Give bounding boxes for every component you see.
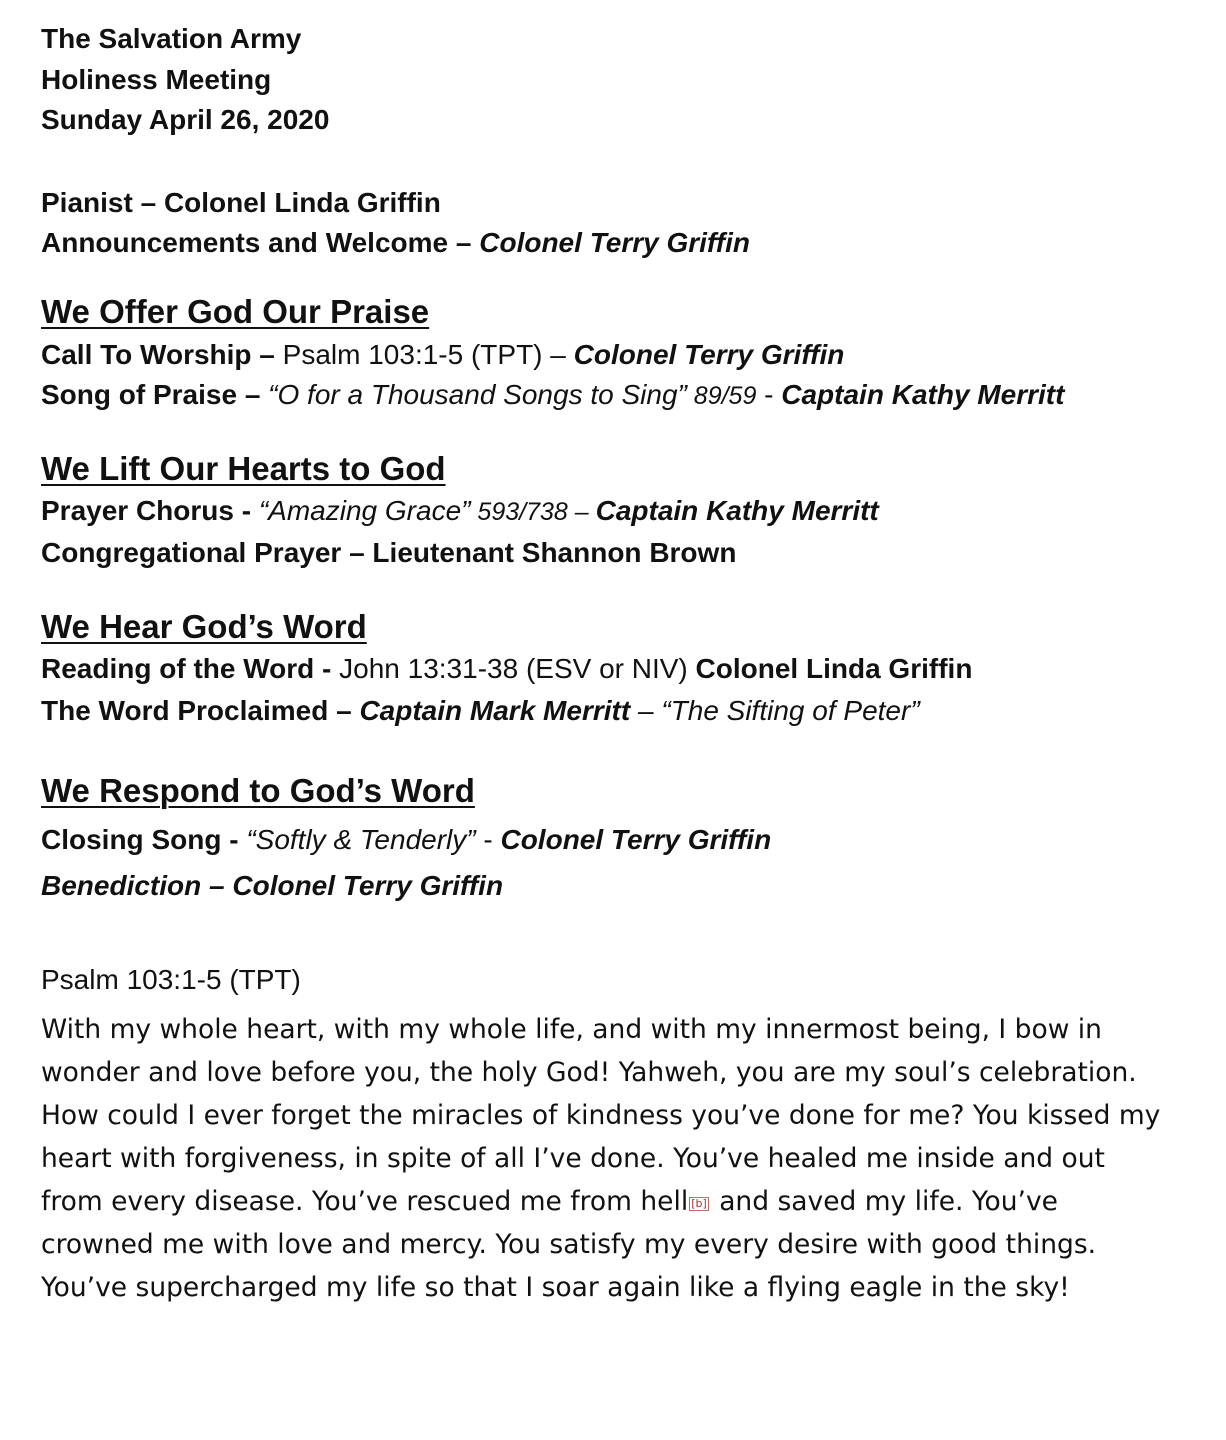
psalm-text-part-2: and saved my life. You’ve crowned me with love and mercy. You satisfy my every desire with good things. You’ve supercharged my life so that I soar again like a flying eagle in the sky! [41, 1186, 1097, 1303]
proclaimed-label: The Word Proclaimed – [41, 695, 360, 726]
proclaimed-separator: – [630, 695, 662, 726]
meeting-name: Holiness Meeting [41, 64, 272, 95]
song-of-praise-line [41, 378, 1064, 413]
call-label: Call To Worship – [41, 339, 283, 370]
meeting-date: Sunday April 26, 2020 [41, 104, 330, 135]
psalm-text-part-1: With my whole heart, with my whole life, and with my innermost being, I bow in wonder and love before you, the holy God! Yahweh, you are my soul’s celebration. How could I ever forget the miracles of kindness you’ve done for me? You kissed my heart with forgiveness, in spite of all I’ve done. You’ve healed me inside and out from every disease. You’ve rescued me from hell [41, 1014, 1161, 1217]
announcements-line [41, 226, 750, 260]
chorus-label: Prayer Chorus - [41, 495, 259, 526]
reading-ref: John 13:31-38 (ESV or NIV) [339, 653, 696, 684]
section-heading-praise: We Offer God Our Praise [41, 293, 430, 330]
song-label: Song of Praise – [41, 379, 269, 410]
song-person: Captain Kathy Merritt [781, 379, 1065, 410]
word-proclaimed-line [41, 694, 920, 728]
benediction-line: Benediction – Colonel Terry Griffin [41, 870, 504, 901]
proclaimed-title: “The Sifting of Peter” [661, 695, 920, 726]
section-heading-respond: We Respond to God’s Word [41, 772, 475, 809]
congregational-prayer-line: Congregational Prayer – Lieutenant Shannon Brown [41, 537, 737, 568]
reading-person: Colonel Linda Griffin [695, 653, 973, 684]
announcements-person: Colonel Terry Griffin [479, 227, 750, 258]
announcements-label: Announcements and Welcome – [41, 227, 480, 258]
org-name: The Salvation Army [41, 23, 302, 54]
song-title: “O for a Thousand Songs to Sing” [268, 379, 687, 410]
psalm-text [41, 1008, 1166, 1309]
chorus-person: Captain Kathy Merritt [595, 495, 879, 526]
closing-person: Colonel Terry Griffin [500, 824, 772, 855]
chorus-numbers: 593/738 – [470, 498, 596, 526]
psalm-reference: Psalm 103:1-5 (TPT) [41, 964, 301, 995]
closing-title: “Softly & Tenderly” [246, 824, 476, 855]
call-person: Colonel Terry Griffin [573, 339, 845, 370]
pianist-line: Pianist – Colonel Linda Griffin [41, 187, 441, 218]
closing-song-line [41, 823, 771, 857]
call-to-worship-line [41, 338, 844, 372]
call-ref: Psalm 103:1-5 (TPT) – [282, 339, 574, 370]
footnote-marker[interactable]: [b] [691, 1197, 707, 1210]
closing-separator: - [475, 824, 501, 855]
chorus-title: “Amazing Grace” [258, 495, 471, 526]
closing-label: Closing Song - [41, 824, 247, 855]
proclaimed-person: Captain Mark Merritt [359, 695, 631, 726]
prayer-chorus-line [41, 494, 879, 529]
reading-line [41, 652, 972, 686]
song-numbers: 89/59 [686, 382, 757, 410]
reading-label: Reading of the Word - [41, 653, 340, 684]
section-heading-hear: We Hear God’s Word [41, 608, 367, 645]
song-separator: - [756, 379, 782, 410]
section-heading-lift: We Lift Our Hearts to God [41, 450, 446, 487]
